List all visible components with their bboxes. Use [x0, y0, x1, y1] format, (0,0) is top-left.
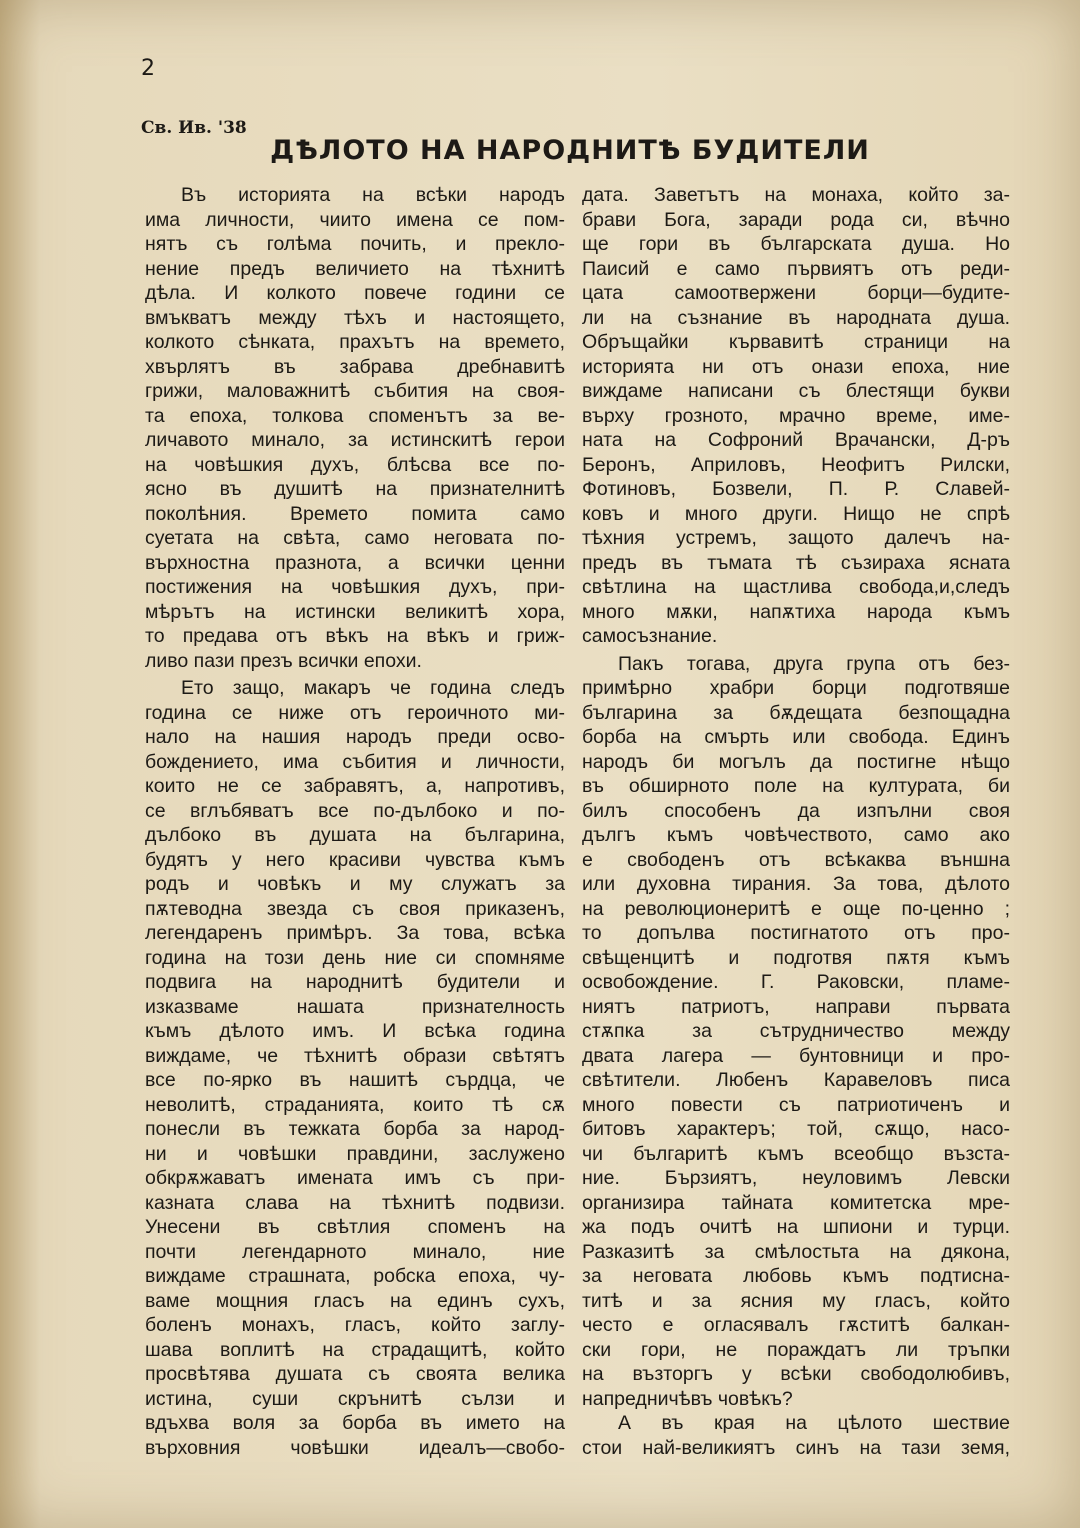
- text-line: нятъ съ голѣма почить, и прекло-: [145, 233, 565, 255]
- text-line: та епоха, толкова споменътъ за ве-: [145, 404, 565, 427]
- text-line: Разказитѣ за смѣлостьта на дякона,: [582, 1240, 1010, 1263]
- text-line: понесли въ тежката борба за народ-: [145, 1118, 565, 1140]
- text-line: Въ историята на всѣки народъ: [181, 184, 565, 206]
- text-line: виждаме написани съ блестящи букви: [582, 380, 1010, 402]
- text-line: казната слава на тѣхнитѣ подвизи.: [145, 1191, 565, 1214]
- text-line: въ обширното поле на културата, би: [582, 775, 1010, 797]
- text-line: Паисий е само първиятъ отъ реди-: [582, 257, 1010, 280]
- text-line: нало на нашия народъ преди осво-: [145, 726, 565, 748]
- text-line: ни и човѣшки правдини, заслужено: [145, 1142, 565, 1165]
- text-line: година се ниже отъ героичното ми-: [145, 701, 565, 724]
- text-line: дѣла. И колкото повече години се: [145, 282, 565, 304]
- text-line: виждаме, че тѣхнитѣ образи свѣтятъ: [145, 1044, 565, 1067]
- text-line: на човѣшкия духъ, блѣсва все по-: [145, 453, 565, 476]
- text-line: на възторгъ у всѣки свободолюбивъ,: [582, 1363, 1010, 1385]
- text-line: българина за бѫдещата безпощадна: [582, 701, 1010, 724]
- text-line: напредничѣвъ човѣкъ?: [582, 1387, 793, 1410]
- text-line: суетата на свѣта, само неговата по-: [145, 527, 565, 549]
- page-number: 2: [141, 56, 156, 81]
- text-line: бождението, има събития и личности,: [145, 750, 565, 773]
- text-line: виждаме страшната, робска епоха, чу-: [145, 1265, 565, 1287]
- text-line: брави Бога, заради рода си, вѣчно: [582, 208, 1010, 231]
- text-line: неволитѣ, страданията, които тѣ сѫ: [145, 1093, 565, 1116]
- text-line: то допълва постигнатото отъ про-: [582, 922, 1010, 944]
- text-line: година на този день ние си спомняме: [145, 946, 565, 969]
- text-line: Обръщайки кървавитѣ страници на: [582, 331, 1010, 353]
- text-line: почти легендарното минало, ние: [145, 1240, 565, 1263]
- text-line: върховния човѣшки идеалъ—свобо-: [145, 1436, 565, 1459]
- text-line: които не се забравятъ, а, напротивъ,: [145, 775, 565, 797]
- text-line: предъ въ тъмата тѣ съзираха ясната: [582, 551, 1010, 574]
- text-line: легендаренъ примѣръ. За това, всѣка: [145, 922, 565, 944]
- text-line: обкрѫжаватъ имената имъ съ при-: [145, 1167, 565, 1189]
- text-line: битовъ характеръ; той, сѫщо, насо-: [582, 1118, 1010, 1140]
- text-line: върхностна празнота, а всички ценни: [145, 551, 565, 574]
- text-line: върху грозното, мрачно време, име-: [582, 404, 1010, 427]
- text-line: жа подъ очитѣ на шпиони и турци.: [582, 1216, 1010, 1238]
- text-line: грижи, маловажнитѣ събития на своя-: [145, 380, 565, 402]
- text-line: дата. Заветътъ на монаха, който за-: [582, 184, 1010, 206]
- text-line: хвърлятъ въ забрава дребнавитѣ: [145, 355, 565, 378]
- text-line: вмъкватъ между тѣхъ и настоящето,: [145, 306, 565, 329]
- text-line: истина, суши скрънитѣ сълзи и: [145, 1387, 565, 1410]
- text-line: ната на Софроний Врачански, Д-ръ: [582, 429, 1010, 451]
- text-line: се вглъбяватъ все по-дълбоко и по-: [145, 799, 565, 822]
- left-column: [145, 183, 565, 1460]
- text-line: чи българитѣ къмъ всеобщо възста-: [582, 1142, 1010, 1165]
- text-line: самосъзнание.: [582, 625, 718, 647]
- text-line: или духовна тирания. За това, дѣлото: [582, 873, 1010, 895]
- text-line: много повести съ патриотиченъ и: [582, 1093, 1010, 1116]
- text-line: историята ни отъ онази епоха, ние: [582, 355, 1010, 378]
- text-line: ли на съзнание въ народната душа.: [582, 306, 1010, 329]
- text-line: ясно въ душитѣ на признателнитѣ: [145, 478, 565, 500]
- text-line: къмъ дѣлото имъ. И всѣка година: [145, 1020, 565, 1042]
- text-line: двата лагера — бунтовници и про-: [582, 1044, 1010, 1067]
- text-line: постижения на човѣшкия духъ, при-: [145, 576, 565, 598]
- text-line: просвѣтява душата съ своята велика: [145, 1363, 565, 1385]
- text-line: има личности, чиито имена се пом-: [145, 208, 565, 231]
- text-line: цата самоотвержени борци—будите-: [582, 282, 1010, 304]
- article-title: ДѢЛОТО НА НАРОДНИТѢ БУДИТЕЛИ: [270, 135, 870, 166]
- text-line: подвига на народнитѣ будители и: [145, 971, 565, 993]
- text-line: ковъ и много други. Нищо не спрѣ: [582, 502, 1010, 525]
- text-line: все по-ярко въ нашитѣ сърдца, че: [145, 1069, 565, 1091]
- text-line: организира тайната комитетска мре-: [582, 1191, 1010, 1214]
- text-line: често е огласявалъ гѫститѣ балкан-: [582, 1314, 1010, 1336]
- text-line: шава воплитѣ на страдащитѣ, който: [145, 1338, 565, 1361]
- text-line: Унесени въ свѣтлия споменъ на: [145, 1216, 565, 1238]
- text-line: много мѫки, напѫтиха народа къмъ: [582, 600, 1010, 623]
- text-line: стѫпка за сътрудничество между: [582, 1020, 1010, 1042]
- text-line: колкото сѣнката, прахътъ на времето,: [145, 331, 565, 353]
- text-line: боленъ монахъ, гласъ, който заглу-: [145, 1314, 565, 1336]
- text-line: на революционеритѣ е още по-ценно ;: [582, 897, 1010, 920]
- text-line: народъ би могълъ да постигне нѣщо: [582, 750, 1010, 773]
- text-line: будятъ у него красиви чувства къмъ: [145, 848, 565, 871]
- text-line: Фотиновъ, Бозвели, П. Р. Славей-: [582, 478, 1010, 500]
- text-line: тѣхния устремъ, защото далечъ на-: [582, 527, 1010, 549]
- text-line: борба на смърть или свобода. Единъ: [582, 726, 1010, 748]
- text-line: родъ и човѣкъ и му служатъ за: [145, 873, 565, 895]
- text-line: личавото минало, за истинскитѣ герои: [145, 429, 565, 451]
- text-line: дълбоко въ душата на българина,: [145, 824, 565, 846]
- text-line: ниятъ патриотъ, направи първата: [582, 995, 1010, 1018]
- text-line: Пакъ тогава, друга група отъ без-: [618, 652, 1010, 675]
- text-line: ливо пази презъ всички епохи.: [145, 649, 422, 672]
- text-line: поколѣния. Времето помита само: [145, 502, 565, 525]
- text-line: то предава отъ вѣкъ на вѣкъ и гриж-: [145, 625, 565, 647]
- text-line: за неговата любовь къмъ подтисна-: [582, 1265, 1010, 1287]
- section-tag: Св. Ив. '38: [141, 118, 247, 138]
- text-line: ние. Бързиятъ, неуловимъ Левски: [582, 1167, 1010, 1189]
- text-line: ски гори, не пораждатъ ли тръпки: [582, 1338, 1010, 1361]
- text-line: ще гори въ българската душа. Но: [582, 233, 1010, 255]
- text-line: билъ способенъ да изпълни своя: [582, 799, 1010, 822]
- text-line: освобождение. Г. Раковски, пламе-: [582, 971, 1010, 993]
- text-line: изказваме нашата признателность: [145, 995, 565, 1018]
- text-line: вдъхва воля за борба въ името на: [145, 1412, 565, 1434]
- text-line: Беронъ, Априловъ, Неофитъ Рилски,: [582, 453, 1010, 476]
- text-line: е свободенъ отъ всѣкаква външна: [582, 848, 1010, 871]
- text-line: свѣтители. Любенъ Каравеловъ писа: [582, 1069, 1010, 1091]
- text-line: Ето защо, макаръ че година следъ: [181, 677, 565, 699]
- text-line: свѣщенцитѣ и подготвя пѫтя къмъ: [582, 946, 1010, 969]
- text-line: пѫтеводна звезда съ своя приказенъ,: [145, 897, 565, 920]
- text-line: стои най-великиятъ синъ на тази земя,: [582, 1436, 1010, 1459]
- text-line: мѣрътъ на истински великитѣ хора,: [145, 600, 565, 623]
- text-line: титѣ и за ясния му гласъ, който: [582, 1289, 1010, 1312]
- text-line: нение предъ величието на тѣхнитѣ: [145, 257, 565, 280]
- text-line: примѣрно храбри борци подготвяше: [582, 677, 1010, 699]
- text-line: А въ края на цѣлото шествие: [618, 1412, 1010, 1434]
- text-line: свѣтлина на щастлива свобода,и,следъ: [582, 576, 1010, 598]
- right-column: [582, 183, 1010, 1460]
- text-line: ваме мощния гласъ на единъ сухъ,: [145, 1289, 565, 1312]
- text-line: дългъ къмъ човѣчеството, само ако: [582, 824, 1010, 846]
